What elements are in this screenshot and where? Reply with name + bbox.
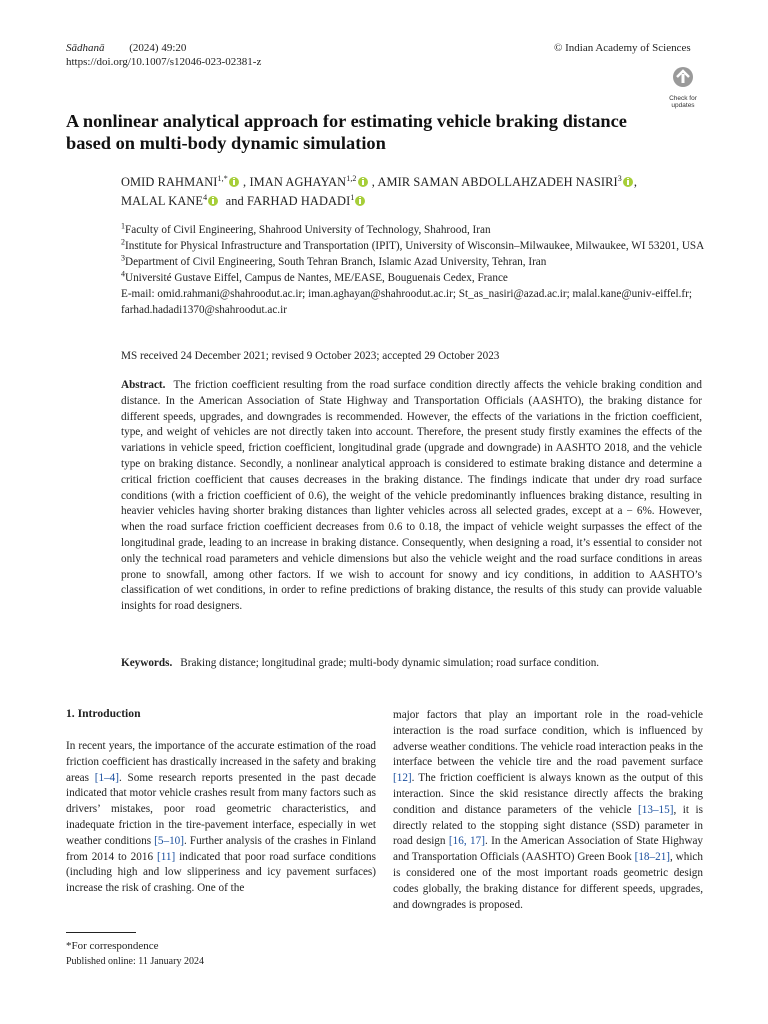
author-name: OMID RAHMANI (121, 175, 218, 189)
check-for-updates-badge[interactable] (664, 66, 702, 109)
orcid-icon[interactable] (355, 196, 365, 206)
badge-line-1: Check for (669, 95, 697, 102)
citation-link[interactable]: [1–4] (94, 771, 119, 784)
received-dates: MS received 24 December 2021; revised 9 October 2023; accepted 29 October 2023 (121, 350, 500, 362)
journal-name: Sādhanā (66, 42, 105, 54)
email-list[interactable]: E-mail: omid.rahmani@shahroodut.ac.ir; iman.aghayan@shahroodut.ac.ir; St_as_nasiri@azad.ac.ir; malal.kane@univ-eiffel.fr; farhad.hadadi1370@shahroodut.ac.ir (121, 288, 692, 316)
footnote-rule (66, 932, 136, 933)
author-name: MALAL KANE (121, 194, 204, 208)
citation-link[interactable]: [5–10] (154, 834, 184, 847)
badge-line-2: updates (671, 102, 695, 109)
keywords-text: Braking distance; longitudinal grade; multi-body dynamic simulation; road surface condition. (180, 657, 600, 669)
correspondence-note: *For correspondence (66, 940, 159, 952)
keywords (121, 656, 721, 670)
abstract-text: The friction coefficient resulting from the road surface condition directly affects the vehicle braking condition and distance. In the American Association of State Highway and Transportation Officials (AASHTO), the braking distance for different speeds, upgrades, and downgrades is recommended. However, the effects of the variations in the friction coefficient, type, and weight of vehicles are not directly taken into account. Therefore, the present study firstly examines the effects of the variations in vehicle speed, friction coefficient, longitudinal grade (upgrade and downgrade) in AASHTO 2018, and the vehicle type on braking distance. Secondly, a nonlinear analytical approach is considered to estimate braking distance and determine a critical friction coefficient that causes decreases in the braking distance. The findings indicate that under dry road surface conditions (with a friction coefficient of 0.6), the weight of the vehicle predominantly influences braking distance, resulting in heavier vehicles having shorter braking distances than lighter vehicles across all selected grades, except at a − 6%. However, when the road surface friction coefficient decreases from 0.6 to 0.18, the impact of vehicle weight surpasses the effect of the longitudinal grade, leading to an increase in braking distance. Consequently, when designing a road, it’s essential to consider not only the technical road parameters and vehicle dimensions but also the vehicle weight and the road surface conditions in areas prone to snowfall, among other factors. If we wish to account for snowy and icy conditions, in addition to AASHTO’s classification of wet conditions, in order to refine predictions of braking distance, the results of this study can provide valuable insights for road designers. (121, 379, 702, 613)
doi-link[interactable]: https://doi.org/10.1007/s12046-023-02381-z (66, 56, 262, 68)
journal-header (66, 42, 186, 55)
author-name: FARHAD HADADI (247, 194, 351, 208)
affiliation: $^3$Department of Civil Engineering, South Tehran Branch, Islamic Azad University, Tehran, Iran (121, 253, 547, 268)
orcid-icon[interactable] (358, 177, 368, 187)
affiliation: $^1$Faculty of Civil Engineering, Shahrood University of Technology, Shahrood, Iran (121, 221, 491, 236)
affiliation: $^4$Université Gustave Eiffel, Campus de Nantes, ME/EASE, Bouguenais Cedex, France (121, 269, 508, 284)
abstract (121, 378, 702, 615)
author-name: AMIR SAMAN ABDOLLAHZADEH NASIRI (377, 175, 618, 189)
citation-link[interactable]: [12] (393, 772, 412, 785)
section-heading: 1. Introduction (66, 707, 141, 720)
citation-link[interactable]: [18–21] (634, 851, 671, 864)
paper-title: A nonlinear analytical approach for estimating vehicle braking distance based on multi-body dynamic simulation (66, 111, 627, 153)
author-name: IMAN AGHAYAN (249, 175, 347, 189)
keywords-label: Keywords. (121, 657, 173, 669)
footnote (66, 939, 204, 969)
author-list: OMID $RAHMANI^{1,*}$ , IMAN AGHAYAN$^{1,2}$ , AMIR SAMAN ABDOLLAHZADEH NASIRI$^3$ , MALAL KANE$^4$ and FARHAD HADADI$^1$ (121, 173, 638, 208)
citation-link[interactable]: [11] (157, 850, 176, 863)
orcid-icon[interactable] (623, 177, 633, 187)
orcid-icon[interactable] (208, 196, 218, 206)
abstract-label: Abstract. (121, 379, 166, 391)
affiliations (121, 222, 711, 318)
published-date: Published online: 11 January 2024 (66, 956, 204, 967)
affiliation: $^2$Institute for Physical Infrastructure and Transportation (IPIT), University of Wisconsin–Milwaukee, Milwaukee, WI 53201, USA (121, 237, 705, 252)
intro-column-right: major factors that play an important role in the road-vehicle interaction is the road surface condition, which is influenced by adverse weather conditions. The vehicle road interaction peaks in the interface between the vehicle tire and the road pavement surface [12]. The friction coefficient is always known as the output of this interaction. Since the skid resistance directly affects the braking condition and distance parameters of the vehicle [13–15], it is directly related to the stopping sight distance (SSD) parameter in road design [16, 17]. In the American Association of State Highway and Transportation Officials (AASHTO) Green Book [18–21], which is considered one of the most important roads geometric design codes globally, the braking distance for different speeds, upgrades, and downgrades is proposed. (393, 709, 703, 911)
volume-info: (2024) 49:20 (129, 42, 187, 54)
citation-link[interactable]: [13–15] (638, 803, 674, 816)
orcid-icon[interactable] (229, 177, 239, 187)
citation-link[interactable]: [16, 17] (448, 835, 485, 848)
publisher: © Indian Academy of Sciences (554, 42, 691, 54)
check-updates-icon (664, 66, 702, 90)
intro-column-left: In recent years, the importance of the accurate estimation of the road friction coefficient has drastically increased in the safety and braking areas [1–4]. Some research reports presented in the past decade indicated that motor vehicle crashes result from many factors such as drivers’ mistakes, poor road geometric characteristics, and inadequate friction in the tire-pavement interface, especially in wet weather conditions [5–10]. Further analysis of the crashes in Finland from 2014 to 2016 [11] indicated that poor road surface conditions (including high and low slipperiness and icy pavement surfaces) increase the risk of crashing. One of the (66, 740, 376, 895)
